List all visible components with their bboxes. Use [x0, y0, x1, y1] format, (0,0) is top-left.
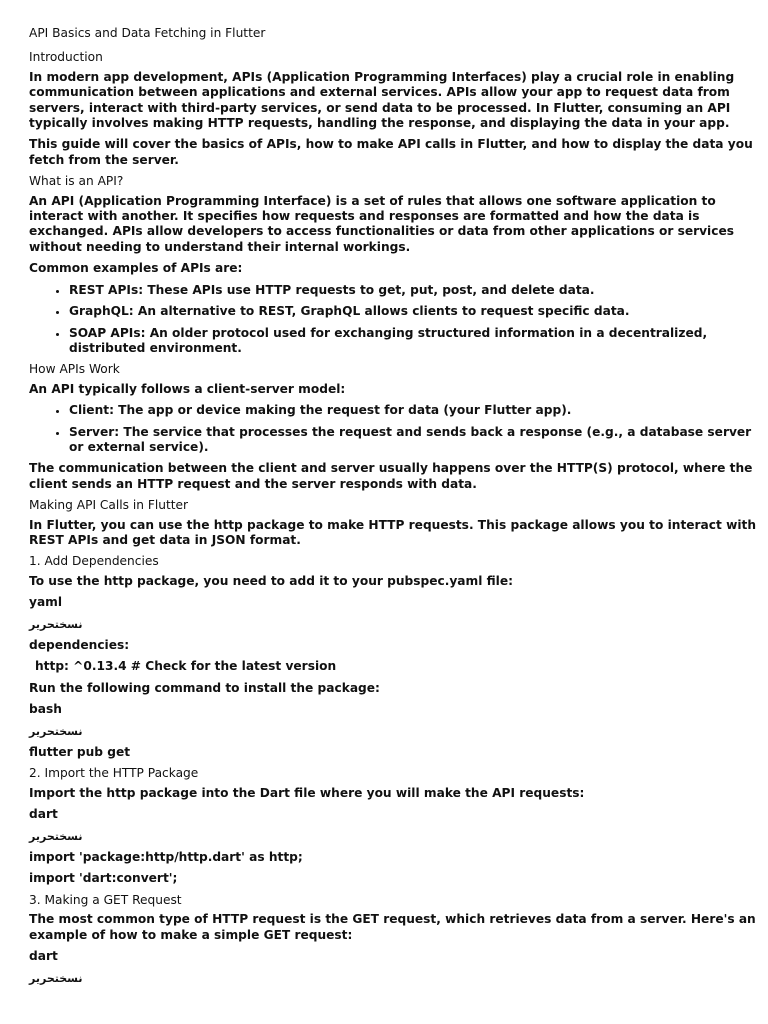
code-language-label: yaml	[29, 595, 63, 610]
code-language-label: dart	[29, 949, 58, 964]
paragraph: In modern app development, APIs (Application Programming Interfaces) play a crucial role in enabling communication between applications and external services. APIs allow your app to request data from servers, interact with third-party services, or send data to be processed. In Flutter, consuming an API typically involves making HTTP requests, handling the response, and displaying the data in your app.	[29, 69, 735, 131]
code-line: http: ^0.13.4 # Check for the latest version	[35, 659, 337, 674]
list-item: • GraphQL: An alternative to REST, GraphQL allows clients to request specific data.	[69, 304, 757, 319]
list-item: • Client: The app or device making the request for data (your Flutter app).	[69, 403, 757, 418]
list-item: • Server: The service that processes the request and sends back a response (e.g., a database server or external service).	[69, 425, 757, 456]
paragraph: To use the http package, you need to add it to your pubspec.yaml file:	[29, 573, 513, 588]
copy-edit-label: نسختحرير	[29, 829, 83, 843]
step-heading-add-dependencies: 1. Add Dependencies	[29, 554, 159, 569]
paragraph: An API typically follows a client-server model:	[29, 381, 346, 396]
code-line: flutter pub get	[29, 745, 131, 760]
copy-edit-label: نسختحرير	[29, 724, 83, 738]
paragraph: Run the following command to install the package:	[29, 680, 380, 695]
bullet-list-client-server	[29, 403, 757, 455]
paragraph: The communication between the client and server usually happens over the HTTP(S) protocol, where the client sends an HTTP request and the server responds with data.	[29, 461, 753, 491]
code-line: dependencies:	[29, 638, 130, 652]
document-title: API Basics and Data Fetching in Flutter	[29, 26, 266, 40]
paragraph: An API (Application Programming Interface) is a set of rules that allows one software application to interact with another. It specifies how requests and responses are formatted and how the data is exchanged. APIs allow developers to access functionalities or data from other applications or services without needing to understand their internal workings.	[29, 193, 734, 254]
code-language-label: bash	[29, 702, 62, 717]
paragraph: Import the http package into the Dart file where you will make the API requests:	[29, 785, 585, 800]
step-heading-get-request: 3. Making a GET Request	[29, 892, 182, 907]
copy-edit-label: نسختحرير	[29, 971, 83, 985]
copy-edit-label: نسختحرير	[29, 617, 83, 631]
section-heading-making-api-calls: Making API Calls in Flutter	[29, 498, 189, 513]
section-heading-introduction: Introduction	[29, 50, 103, 65]
paragraph: Common examples of APIs are:	[29, 261, 243, 276]
bullet-list-examples	[29, 283, 757, 357]
code-language-label: dart	[29, 807, 58, 822]
list-item: • SOAP APIs: An older protocol used for exchanging structured information in a decentralized, distributed environment.	[69, 326, 757, 357]
code-line: import 'dart:convert';	[29, 871, 178, 886]
paragraph: The most common type of HTTP request is the GET request, which retrieves data from a server. Here's an example of how to make a simple GET request:	[29, 912, 756, 942]
code-line: import 'package:http/http.dart' as http;	[29, 850, 303, 865]
section-heading-how-apis-work: How APIs Work	[29, 362, 120, 377]
list-item: • REST APIs: These APIs use HTTP requests to get, put, post, and delete data.	[69, 283, 757, 298]
step-heading-import-http: 2. Import the HTTP Package	[29, 766, 199, 781]
section-heading-what-is-api: What is an API?	[29, 174, 124, 189]
document-body	[29, 26, 757, 992]
paragraph: In Flutter, you can use the http package to make HTTP requests. This package allows you to interact with REST APIs and get data in JSON format.	[29, 517, 757, 547]
paragraph: This guide will cover the basics of APIs, how to make API calls in Flutter, and how to display the data you fetch from the server.	[29, 137, 753, 167]
